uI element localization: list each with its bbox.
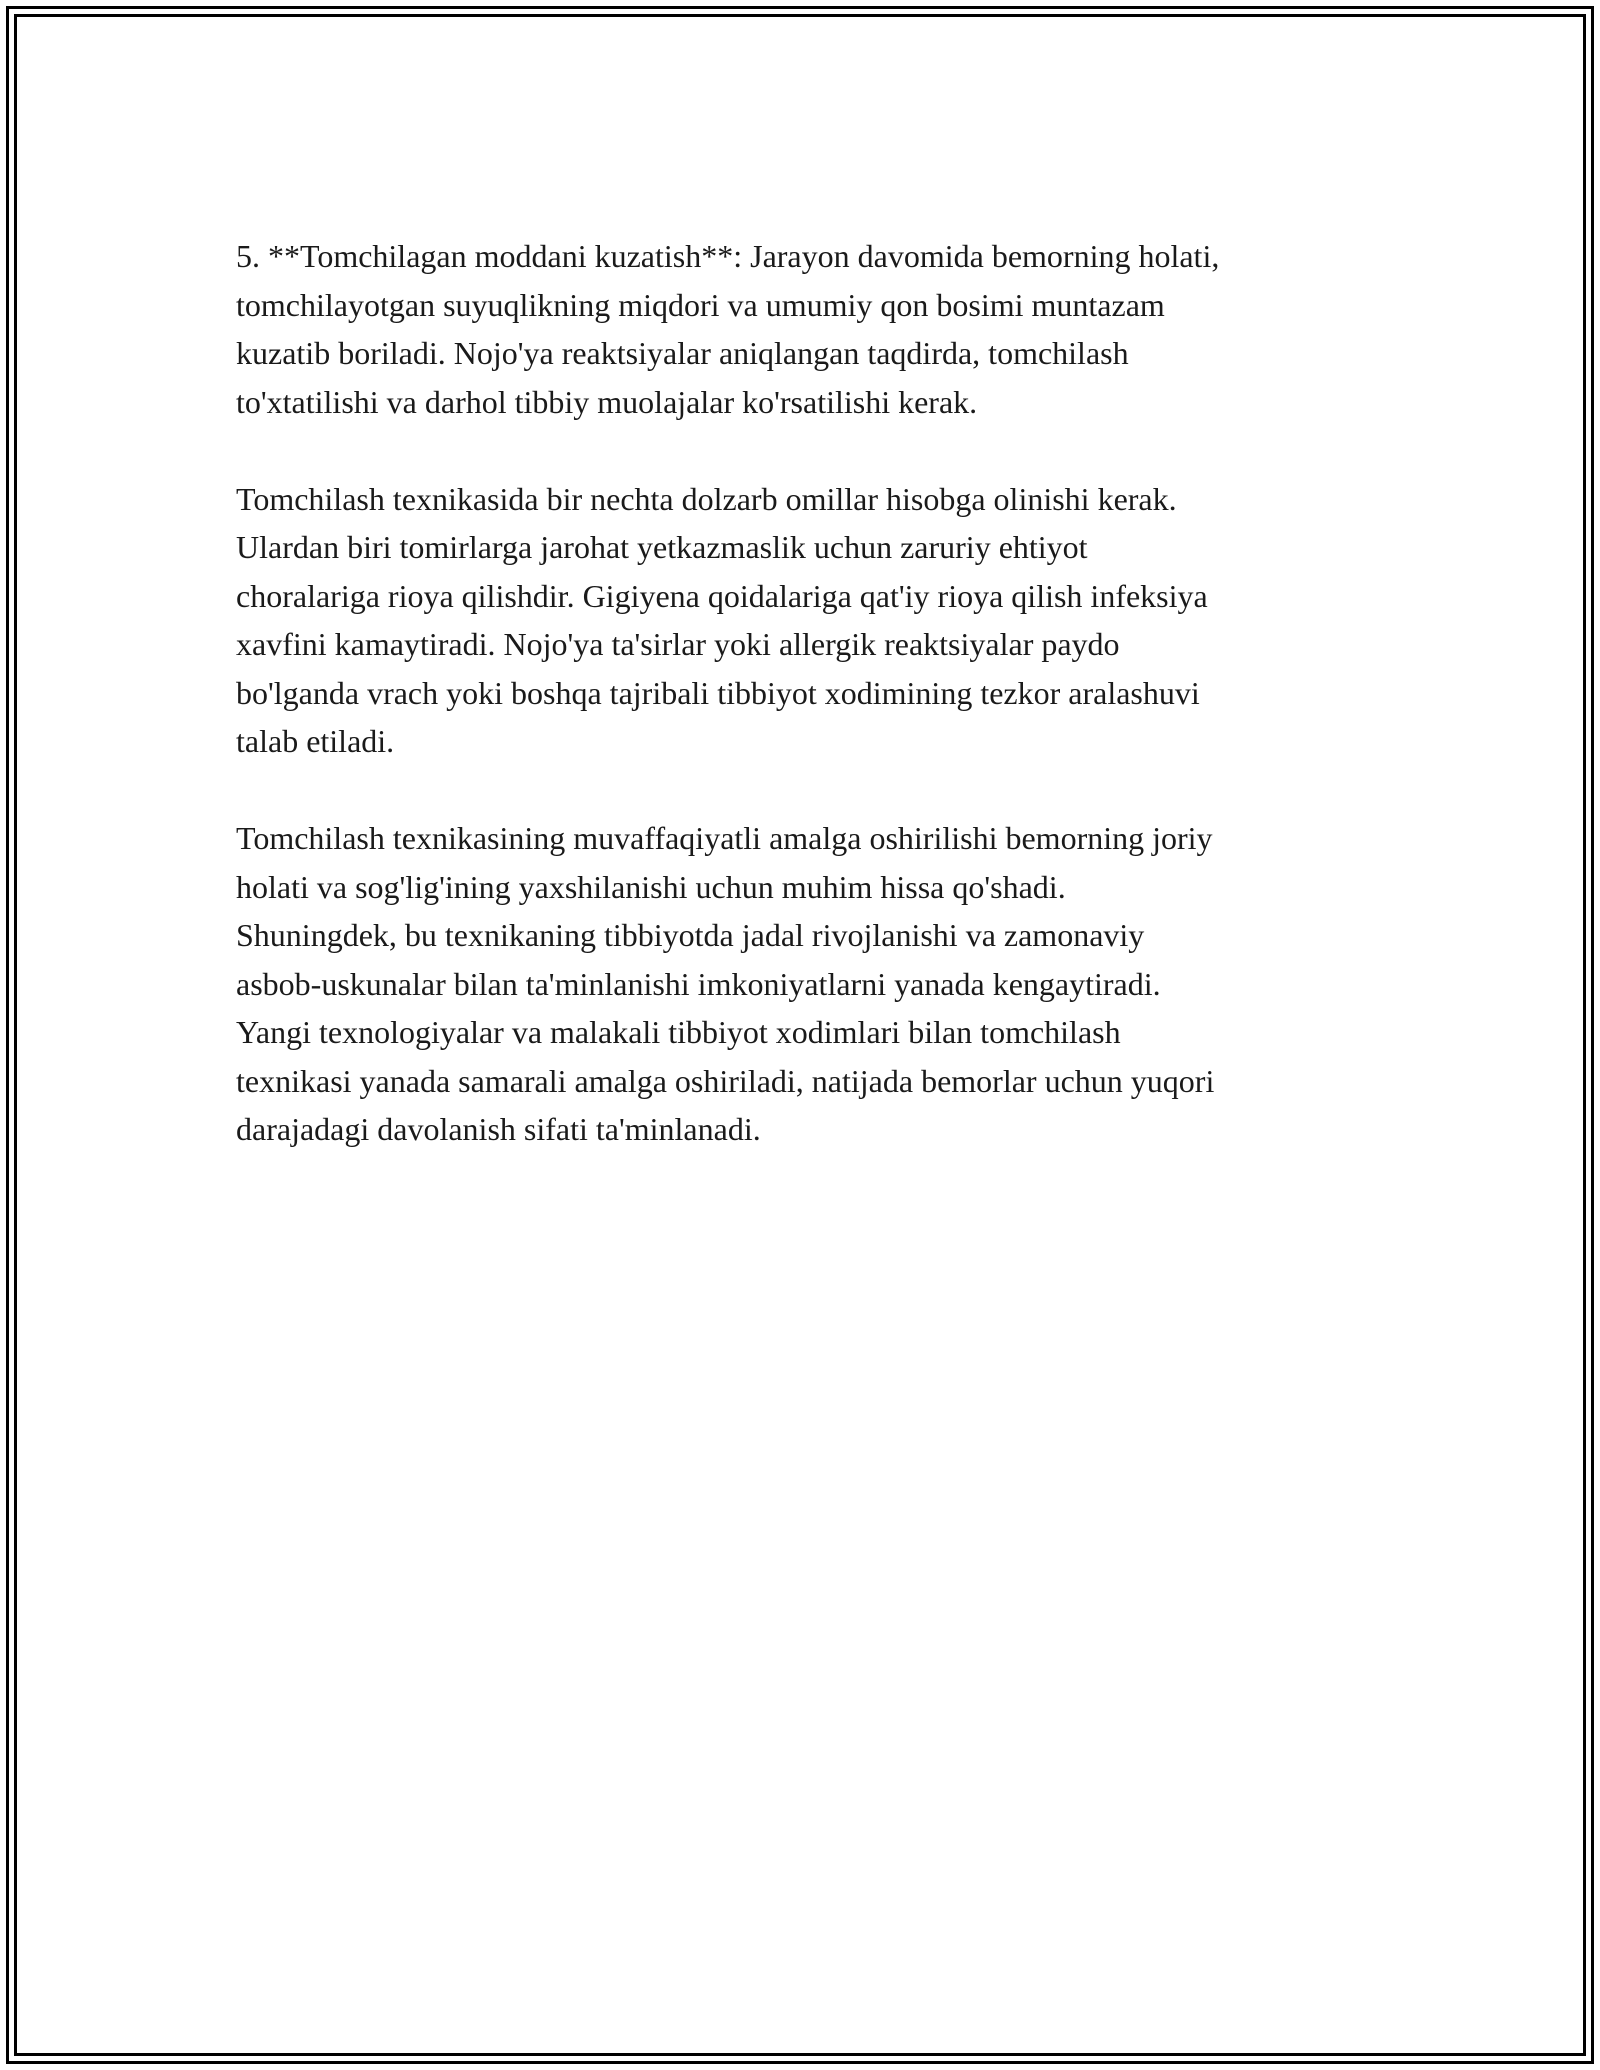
text-line: Ulardan biri tomirlarga jarohat yetkazmaslik uchun zaruriy ehtiyot (236, 529, 1088, 565)
text-line: kuzatib boriladi. Nojo'ya reaktsiyalar aniqlangan taqdirda, tomchilash (236, 335, 1129, 371)
text-line: tomchilayotgan suyuqlikning miqdori va umumiy qon bosimi muntazam (236, 286, 1165, 323)
text-line: Shuningdek, bu texnikaning tibbiyotda jadal rivojlanishi va zamonaviy (236, 917, 1145, 953)
paragraph-conclusion (236, 814, 1376, 1154)
text-line: texnikasi yanada samarali amalga oshiriladi, natijada bemorlar uchun yuqori (236, 1062, 1215, 1099)
text-line: Yangi texnologiyalar va malakali tibbiyot xodimlari bilan tomchilash (236, 1014, 1121, 1050)
text-line: to'xtatilishi va darhol tibbiy muolajalar ko'rsatilishi kerak. (236, 383, 978, 420)
text-line: darajadagi davolanish sifati ta'minlanadi. (236, 1111, 761, 1147)
document-body (236, 232, 1376, 1202)
text-line: Tomchilash texnikasining muvaffaqiyatli amalga oshirilishi bemorning joriy (236, 820, 1213, 856)
text-line: choralariga rioya qilishdir. Gigiyena qoidalariga qat'iy rioya qilish infeksiya (236, 577, 1208, 614)
text-line: talab etiladi. (236, 723, 395, 759)
text-line: 5. **Tomchilagan moddani kuzatish**: Jarayon davomida bemorning holati, (236, 238, 1220, 274)
paragraph-monitoring (236, 232, 1376, 426)
text-line: holati va sog'lig'ining yaxshilanishi uchun muhim hissa qo'shadi. (236, 868, 1066, 905)
text-line: asbob-uskunalar bilan ta'minlanishi imkoniyatlarni yanada kengaytiradi. (236, 965, 1161, 1002)
paragraph-factors (236, 475, 1376, 766)
text-line: Tomchilash texnikasida bir nechta dolzarb omillar hisobga olinishi kerak. (236, 480, 1177, 517)
text-line: bo'lganda vrach yoki boshqa tajribali tibbiyot xodimining tezkor aralashuvi (236, 674, 1200, 711)
text-line: xavfini kamaytiradi. Nojo'ya ta'sirlar yoki allergik reaktsiyalar paydo (236, 626, 1120, 662)
